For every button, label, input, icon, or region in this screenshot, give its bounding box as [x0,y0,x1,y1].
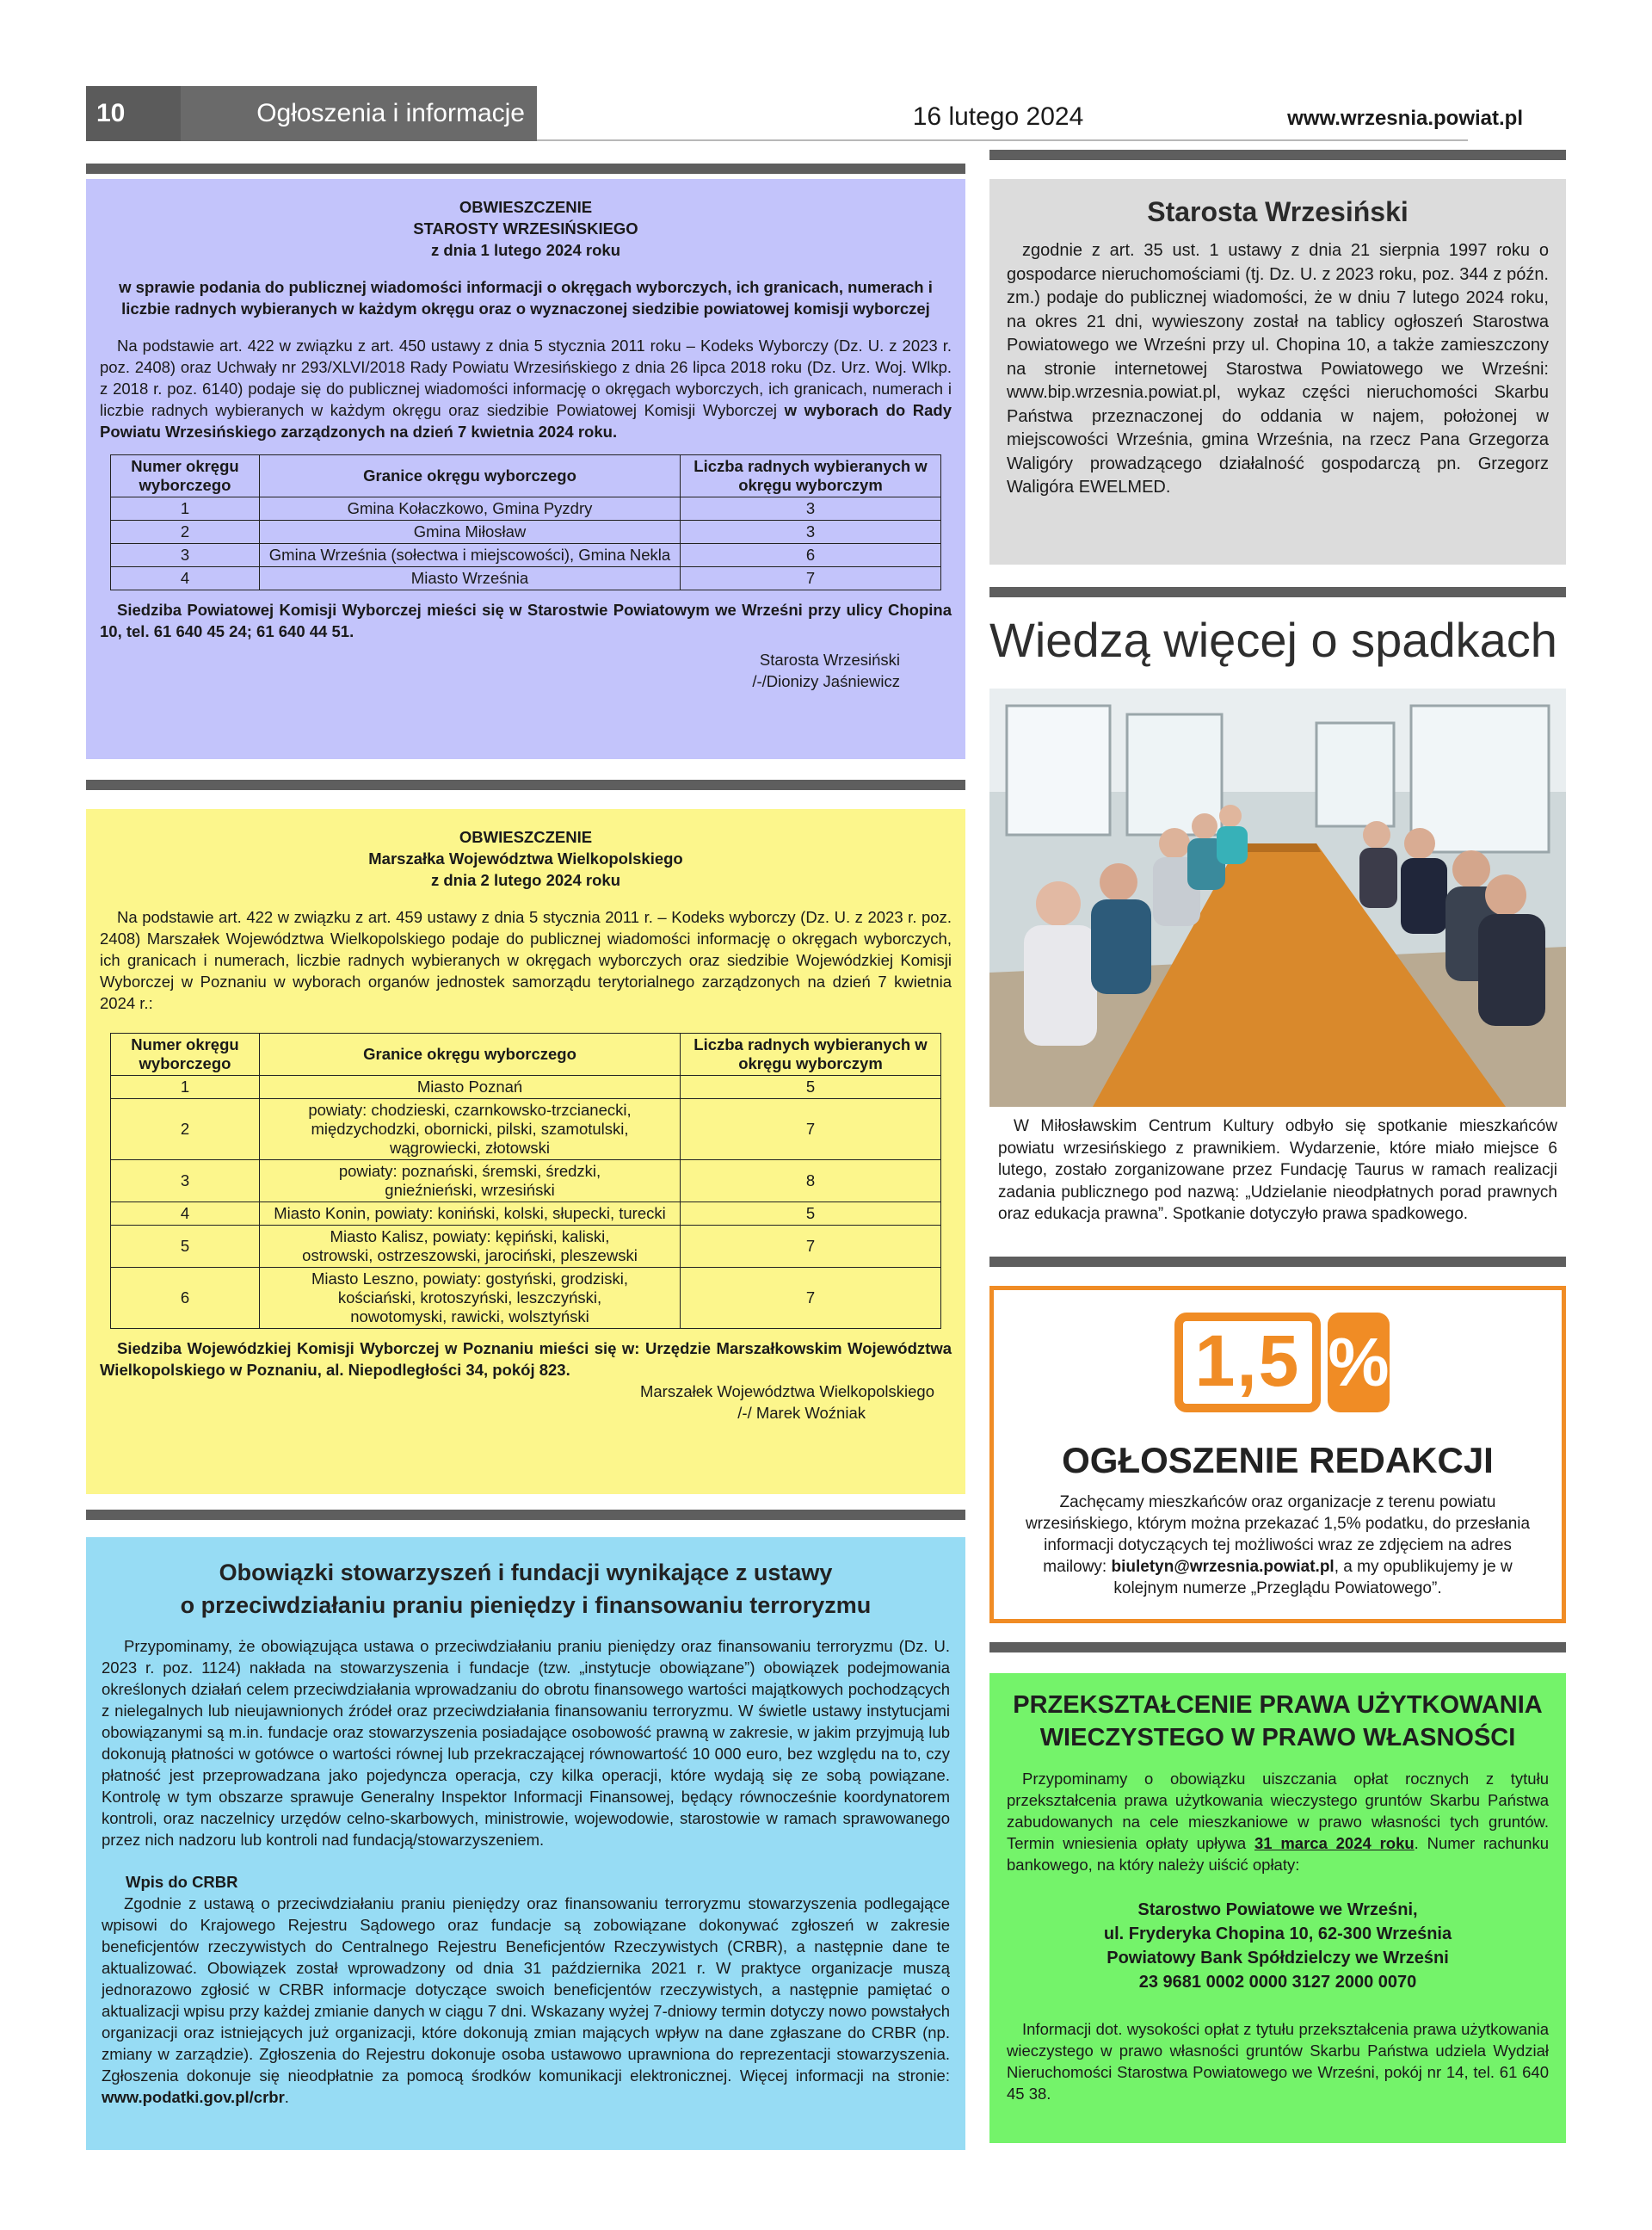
section-title: Ogłoszenia i informacje [181,86,537,141]
usufruct-body-end: . Numer rachunku bankowego, na który należy uiścić opłaty: [1007,1834,1549,1874]
notice-body-text: Na podstawie art. 422 w związku z art. 450 ustawy z dnia 5 stycznia 2011 roku – Kodeks Wyborczy (Dz. U. z 2023 r. poz. 2408) oraz Uchwały nr 293/XLVI/2018 Rady Powiatu Wrzesińskiego z dnia 26 lipca 2018 roku (Dz. Urz. Woj. Wlkp. z 2018 r. poz. 6140) podaje się do publicznej wiadomości informację o okręgach wyborczych, ich granicach, numerach i liczbie radnych wybieranych w każdym okręgu oraz siedzibie Powiatowej Komisji Wyborczej [100,337,952,419]
table-row [111,567,941,590]
notice-body-bold: w wyborach do Rady Powiatu Wrzesińskiego zarządzonych na dzień 7 kwietnia 2024 roku. [100,401,952,441]
bank-account-number: 23 9681 0002 0000 3127 2000 0070 [1138,1973,1417,1992]
notice-marszalek-box [86,809,965,1494]
aml-body-crbr [102,1893,950,2108]
column-header: Numer okręgu wyborczego [111,455,260,497]
ad-body-end: , a my opublikujemy je w kolejnym numerze „Przeglądu Powiatowego”. [1113,1558,1513,1597]
notice-subject: w sprawie podania do publicznej wiadomości informacji o okręgach wyborczych, ich granicach, numerach i liczbie radnych wybieranych w każdym okręgu oraz o wyznaczonej siedzibie powiatowej komisji wyborczej [119,278,933,318]
table-cell: Miasto Konin, powiaty: koniński, kolski, słupecki, turecki [260,1202,681,1226]
table-cell: powiaty: chodzieski, czarnkowsko-trzcianecki, międzychodzki, obornicki, pilski, szamotulski, wągrowiecki, złotowski [260,1099,681,1160]
table-cell: Gmina Września (sołectwa i miejscowości), Gmina Nekla [260,544,681,567]
table-row [111,544,941,567]
aml-body-crbr-text: Zgodnie z ustawą o przeciwdziałaniu praniu pieniędzy oraz finansowaniu terroryzmu stowarzyszenia podlegające wpisowi do Krajowego Rejestru Sądowego oraz fundacje są zobowiązane dokonywać zgłoszeń w zakresie beneficjentów rzeczywistych do Centralnego Rejestru Beneficjentów Rzeczywistych (CRBR), a następnie dane te aktualizować. Obowiązek został wprowadzony od dnia 31 października 2021 r. W praktyce organizacje muszą jednorazowo zgłosić w CRBR informacje dotyczące swoich beneficjentów rzeczywistych, a następnie pamiętać o aktualizacji wpisu przy każdej zmianie danych w ciągu 7 dni. Wskazany wyżej 7-dniowy termin dotyczy nowo powstałych organizacji oraz istniejących już organizacji, które dokonują zmian mających wpływ na dane zgłaszane do CRBR (np. zmiany w zarządzie). Zgłoszenia do Rejestru dokonuje osoba ustawowo uprawniona do reprezentacji stowarzyszenia. Zgłoszenia dokonuje się nieodpłatnie za pomocą środków komunikacji elektronicznej. Więcej informacji na stronie: [102,1894,950,2085]
table-cell: 5 [681,1076,941,1099]
ad-email-link[interactable]: biuletyn@wrzesnia.powiat.pl [1111,1558,1335,1576]
signature-name: /-/Dionizy Jaśniewicz [752,672,900,690]
table-header-row [111,1034,941,1076]
table-cell: powiaty: poznański, śremski, średzki, gnieźnieński, wrzesiński [260,1160,681,1202]
bank-account-line: Powiatowy Bank Spółdzielczy we Wrześni [1106,1949,1449,1967]
usufruct-deadline: 31 marca 2024 roku [1254,1834,1415,1852]
usufruct-title-line: PRZEKSZTAŁCENIE PRAWA UŻYTKOWANIA [1013,1691,1543,1719]
bank-account-line: ul. Fryderyka Chopina 10, 62-300 Września [1103,1924,1452,1943]
notice-title-line: Marszałka Województwa Wielkopolskiego [368,849,683,868]
table-cell: Miasto Leszno, powiaty: gostyński, grodziski, kościański, krotoszyński, leszczyński, nowotomyski, rawicki, wolsztyński [260,1268,681,1329]
notice-title-line: OBWIESZCZENIE [459,198,593,216]
table-cell: 4 [111,1202,260,1226]
table-cell: Gmina Miłosław [260,521,681,544]
column-header: Liczba radnych wybieranych w okręgu wyborczym [681,1034,941,1076]
column-header: Granice okręgu wyborczego [260,1034,681,1076]
starosta-title: Starosta Wrzesiński [1147,196,1409,227]
aml-info-box [86,1537,965,2150]
table-cell: 3 [111,544,260,567]
meeting-photo [989,689,1566,1107]
table-header-row [111,455,941,497]
notice-starosta-box [86,179,965,759]
table-cell: 5 [111,1226,260,1268]
crbr-link[interactable]: www.podatki.gov.pl/crbr [102,2088,285,2106]
bank-account-block [1007,1898,1549,1994]
column-header: Liczba radnych wybieranych w okręgu wyborczym [681,455,941,497]
photo-caption: W Miłosławskim Centrum Kultury odbyło się spotkanie mieszkańców powiatu wrzesińskiego z prawnikiem. Wydarzenie, które miało miejsce 6 lutego, zostało zorganizowane przez Fundację Taurus w ramach realizacji zadania publicznego pod nazwą: „Udzielanie nieodpłatnych porad prawnych oraz edukacja prawna”. Spotkanie dotyczyło prawa spadkowego. [998,1117,1557,1223]
ad-title: OGŁOSZENIE REDAKCJI [1062,1440,1494,1480]
ad-body [1011,1492,1544,1599]
column-separator [989,1257,1566,1267]
notice-title-line: z dnia 1 lutego 2024 roku [430,241,620,259]
table-row [111,1226,941,1268]
notice-seat: Siedziba Powiatowej Komisji Wyborczej mieści się w Starostwie Powiatowym we Wrześni przy ulicy Chopina 10, tel. 61 640 45 24; 61 640 44 51. [100,601,952,640]
table-cell: Miasto Poznań [260,1076,681,1099]
starosta-body: zgodnie z art. 35 ust. 1 ustawy z dnia 21 sierpnia 1997 roku o gospodarce nieruchomościami (tj. Dz. U. z 2023 roku, poz. 344 z późn. zm.) podaje do publicznej wiadomości, że w dniu 7 lutego 2024 roku, na okres 21 dni, wywieszony został na tablicy ogłoszeń Starostwa Powiatowego we Wrześni przy ul. Chopina 10, a także zamieszczony na stronie internetowej Starostwa Powiatowego we Wrześni: www.bip.wrzesnia.powiat.pl, wykaz części nieruchomości Skarbu Państwa przeznaczonej do oddania w najem, położonej w miejscowości Września, gmina Września, na rzecz Pana Grzegorza Waligóry prowadzącego działalność gospodarczą pn. Grzegorz Waligóra EWELMED. [1007,241,1549,497]
aml-body-crbr-end: . [284,2088,289,2106]
table-cell: 7 [681,567,941,590]
website-url[interactable]: www.wrzesnia.powiat.pl [1287,107,1523,130]
usufruct-info: Informacji dot. wysokości opłat z tytułu przekształcenia prawa użytkowania wieczystego w prawo własności gruntów Skarbu Państwa udziela Wydział Nieruchomości Starostwa Powiatowego we Wrześni, pokój nr 14, tel. 61 640 45 38. [1007,2020,1549,2103]
table-row [111,1076,941,1099]
meeting-photo-illustration [989,689,1566,1107]
table-row [111,1160,941,1202]
table-cell: 5 [681,1202,941,1226]
usufruct-body [1007,1768,1549,1875]
column-header: Granice okręgu wyborczego [260,455,681,497]
aml-title-line: Obowiązki stowarzyszeń i fundacji wynikające z ustawy [219,1560,833,1585]
percent-logo-number: 1,5 [1174,1313,1321,1412]
table-cell: 3 [681,521,941,544]
table-cell: 2 [111,521,260,544]
table-cell: 8 [681,1160,941,1202]
table-cell: 3 [681,497,941,521]
column-separator [989,150,1566,160]
usufruct-body-text: Przypominamy o obowiązku uiszczania opłat rocznych z tytułu przekształcenia prawa użytkowania wieczystego gruntów Skarbu Państwa zabudowanych na cele mieszkaniowe w prawo własności tych gruntów. Termin wniesienia opłaty upływa [1007,1770,1549,1852]
notice-seat: Siedziba Wojewódzkiej Komisji Wyborczej w Poznaniu mieści się w: Urzędzie Marszałkowskim Województwa Wielkopolskiego w Poznaniu, al. Niepodległości 34, pokój 823. [100,1339,952,1379]
percent-logo-symbol: % [1328,1313,1390,1412]
issue-date: 16 lutego 2024 [912,102,1084,131]
column-separator [86,1510,965,1520]
table-cell: 7 [681,1226,941,1268]
table-cell: 2 [111,1099,260,1160]
table-cell: 7 [681,1099,941,1160]
starosta-notice-box [989,179,1566,565]
column-separator [86,164,965,174]
table-cell: 6 [681,544,941,567]
table-cell: 4 [111,567,260,590]
aml-body: Przypominamy, że obowiązująca ustawa o przeciwdziałaniu praniu pieniędzy oraz finansowaniu terroryzmu (Dz. U. 2023 r. poz. 1124) nakłada na stowarzyszenia i fundacje (tzw. „instytucje obowiązane”) obowiązek podejmowania określonych działań celem przeciwdziałania wprowadzaniu do obrotu finansowego wartości majątkowych pochodzących z nielegalnych lub nieujawnionych źródeł oraz przeciwdziałania finansowaniu terroryzmu. W świetle ustawy instytucjami obowiązanymi są m.in. fundacje oraz stowarzyszenia posiadające osobowość prawną w zakresie, w jakim przyjmują lub dokonują płatności w gotówce o wartości równej lub przekraczającej równowartość 10 000 euro, bez względu na to, czy płatność jest przeprowadzana jako pojedyncza operacja, czy kilka operacji, które wydają się ze sobą powiązane. Kontrolę w tym obszarze sprawuje Generalny Inspektor Informacji Finansowej, będący równocześnie koordynatorem kontroli, oraz naczelnicy urzędów celno-skarbowych, ministrowie, wojewodowie, starostowie w ramach sprawowanego przez nich nadzoru lub kontroli nad fundacją/stowarzyszeniem. [102,1637,950,1849]
tax-percent-ad [989,1286,1566,1623]
percent-logo [1174,1313,1390,1412]
notice-title-line: OBWIESZCZENIE [459,828,593,846]
notice-title-line: z dnia 2 lutego 2024 roku [430,871,620,889]
districts-table [110,454,941,590]
table-row [111,1099,941,1160]
perpetual-usufruct-box [989,1673,1566,2143]
column-header: Numer okręgu wyborczego [111,1034,260,1076]
bank-account-line: Starostwo Powiatowe we Wrześni, [1137,1900,1418,1919]
table-row [111,497,941,521]
notice-title-line: STAROSTY WRZESIŃSKIEGO [413,219,638,238]
aml-title-line: o przeciwdziałaniu praniu pieniędzy i finansowaniu terroryzmu [180,1592,872,1618]
table-cell: 7 [681,1268,941,1329]
table-cell: Miasto Kalisz, powiaty: kępiński, kaliski, ostrowski, ostrzeszowski, jarociński, pleszewski [260,1226,681,1268]
page-number: 10 [86,86,181,141]
article-headline: Wiedzą więcej o spadkach [989,613,1557,667]
notice-body: Na podstawie art. 422 w związku z art. 459 ustawy z dnia 5 stycznia 2011 r. – Kodeks wyborczy (Dz. U. z 2023 r. poz. 2408) Marszałek Województwa Wielkopolskiego podaje do publicznej wiadomości informację o okręgach wyborczych, ich granicach i numerach, liczbie radnych wybieranych w okręgach wyborczych oraz siedzibie Wojewódzkiej Komisji Wyborczej w Poznaniu w wyborach organów jednostek samorządu terytorialnego zarządzonych na dzień 7 kwietnia 2024 r.: [100,908,952,1012]
table-row [111,1202,941,1226]
signature-title: Marszałek Województwa Wielkopolskiego [639,1382,934,1400]
table-cell: Miasto Września [260,567,681,590]
signature-name: /-/ Marek Woźniak [737,1404,866,1422]
table-cell: 6 [111,1268,260,1329]
column-separator [989,587,1566,597]
column-separator [989,1642,1566,1652]
table-cell: Gmina Kołaczkowo, Gmina Pyzdry [260,497,681,521]
notice-body [100,335,952,442]
table-cell: 1 [111,1076,260,1099]
districts-table [110,1033,941,1329]
table-cell: 3 [111,1160,260,1202]
table-row [111,521,941,544]
header-rule [537,139,1468,141]
table-cell: 1 [111,497,260,521]
table-row [111,1268,941,1329]
usufruct-title-line: WIECZYSTEGO W PRAWO WŁASNOŚCI [1039,1724,1516,1751]
column-separator [86,780,965,790]
ad-body-text: Zachęcamy mieszkańców oraz organizacje z terenu powiatu wrzesińskiego, którym można przekazać 1,5% podatku, do przesłania informacji dotyczących tej możliwości wraz ze zdjęciem na adres mailowy: [1025,1493,1531,1576]
aml-subheading: Wpis do CRBR [126,1873,238,1891]
signature-title: Starosta Wrzesiński [759,651,900,669]
